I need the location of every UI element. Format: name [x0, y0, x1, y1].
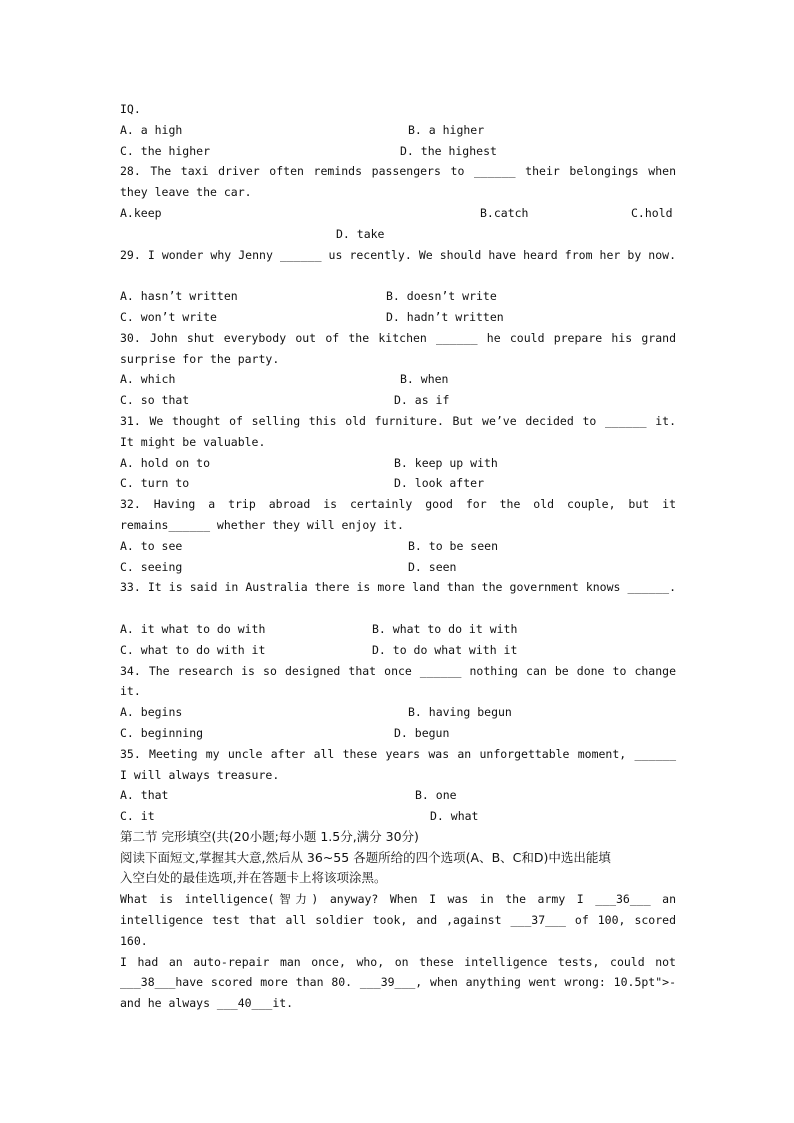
option: B. one	[415, 788, 457, 803]
exam-page	[120, 99, 676, 1014]
option: B. to be seen	[408, 538, 499, 553]
options-row	[120, 120, 676, 141]
options-row	[120, 723, 676, 744]
option: D. hadn’t written	[386, 309, 504, 324]
option: C. what to do with it	[120, 642, 266, 657]
options-row	[120, 453, 676, 474]
option: A. it what to do with	[120, 621, 266, 636]
option: C. the higher	[120, 143, 211, 158]
passage-line: I had an auto-repair man once, who, on these intelligence tests, could not	[120, 954, 676, 969]
option: A. which	[120, 372, 176, 387]
option: A. to see	[120, 538, 183, 553]
option: B. having begun	[408, 705, 512, 720]
section-instructions: 阅读下面短文,掌握其大意,然后从 36~55 各题所给的四个选项(A、B、C和D)中选出能填	[120, 849, 611, 865]
passage-line: 160.	[120, 933, 148, 948]
question-stem: surprise for the party.	[120, 351, 280, 366]
question-stem: I will always treasure.	[120, 767, 280, 782]
options-row	[120, 224, 676, 245]
options-row	[120, 141, 676, 162]
options-row	[120, 286, 676, 307]
question-stem: 28. The taxi driver often reminds passengers to ______ their belongings when	[120, 164, 676, 179]
options-row	[120, 619, 676, 640]
passage-line: What is intelligence(智力) anyway? When I was in the army I ___36___ an	[120, 892, 676, 907]
option: A. that	[120, 788, 169, 803]
options-row	[120, 806, 676, 827]
options-row	[120, 203, 676, 224]
options-row	[120, 473, 676, 494]
option: C.hold	[631, 205, 673, 220]
question-stem: they leave the car.	[120, 185, 252, 200]
option: A. a high	[120, 122, 183, 137]
options-row	[120, 702, 676, 723]
option: D. to do what with it	[372, 642, 518, 657]
option: D. what	[430, 809, 479, 824]
option: B. what to do it with	[372, 621, 518, 636]
option: B. when	[400, 372, 449, 387]
question-stem: remains______ whether they will enjoy it.	[120, 517, 404, 532]
option: B.catch	[480, 205, 529, 220]
option: C. beginning	[120, 725, 204, 740]
question-stem: 29. I wonder why Jenny ______ us recently. We should have heard from her by now.	[120, 247, 676, 262]
question-stem: 35. Meeting my uncle after all these years was an unforgettable moment, ______	[120, 746, 676, 761]
passage-line: ___38___have scored more than 80. ___39___, when anything went wrong: 10.5pt">-	[120, 975, 676, 990]
question-stem: 30. John shut everybody out of the kitchen ______ he could prepare his grand	[120, 330, 676, 345]
option: A. hold on to	[120, 455, 211, 470]
option: C. won’t write	[120, 309, 217, 324]
question-stem: It might be valuable.	[120, 434, 266, 449]
option: C. it	[120, 809, 155, 824]
question-stem: 33. It is said in Australia there is more land than the government knows ______.	[120, 580, 676, 595]
options-row	[120, 785, 676, 806]
option: D. as if	[394, 393, 450, 408]
passage-line: intelligence test that all soldier took, and ,against ___37___ of 100, scored	[120, 913, 676, 928]
fragment: IQ.	[120, 102, 141, 116]
options-row	[120, 307, 676, 328]
question-stem: 32. Having a trip abroad is certainly good for the old couple, but it	[120, 497, 676, 512]
option: D. begun	[394, 725, 450, 740]
options-row	[120, 369, 676, 390]
option: B. keep up with	[394, 455, 498, 470]
option: D. take	[336, 226, 385, 241]
section-heading: 第二节 完形填空(共(20小题;每小题 1.5分,满分 30分)	[120, 828, 419, 844]
option: B. a higher	[408, 122, 485, 137]
passage-line: and he always ___40___it.	[120, 996, 294, 1011]
options-row	[120, 536, 676, 557]
option: A. hasn’t written	[120, 289, 238, 304]
option: C. so that	[120, 393, 190, 408]
option: A.keep	[120, 205, 162, 220]
option: B. doesn’t write	[386, 289, 497, 304]
options-row	[120, 390, 676, 411]
option: A. begins	[120, 705, 183, 720]
section-instructions: 入空白处的最佳选项,并在答题卡上将该项涂黑。	[120, 870, 387, 886]
question-stem: 31. We thought of selling this old furniture. But we’ve decided to ______ it.	[120, 413, 676, 428]
options-row	[120, 557, 676, 578]
option: D. look after	[394, 476, 485, 491]
question-stem: 34. The research is so designed that once ______ nothing can be done to change	[120, 663, 676, 678]
option: C. seeing	[120, 559, 183, 574]
options-row	[120, 640, 676, 661]
option: D. seen	[408, 559, 457, 574]
option: C. turn to	[120, 476, 190, 491]
question-stem: it.	[120, 684, 141, 699]
option: D. the highest	[400, 143, 497, 158]
